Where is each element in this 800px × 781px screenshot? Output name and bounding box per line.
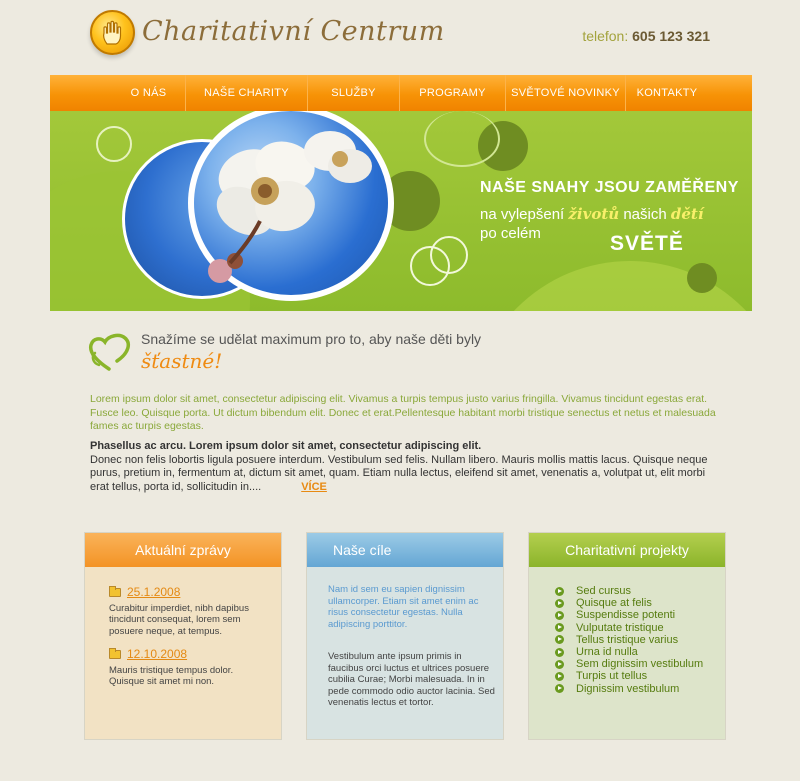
nav-item-sluzby[interactable]: SLUŽBY <box>308 75 400 111</box>
goals-paragraph-2: Vestibulum ante ipsum primis in faucibus orci luctus et ultrices posuere cubilia Curae; Morbi malesuada. In in pede commodo odio auctor lacinia. Sed venenatis lectus et tortor. <box>328 651 495 708</box>
arrow-bullet-icon <box>555 684 564 693</box>
project-item[interactable]: Urna id nulla <box>555 646 703 658</box>
news-box-title: Aktuální zprávy <box>85 533 281 567</box>
site-logo-text[interactable]: Charitativní Centrum <box>142 16 445 47</box>
goals-box-title: Naše cíle <box>307 533 503 567</box>
arrow-bullet-icon <box>555 648 564 657</box>
hand-logo-icon[interactable] <box>90 10 135 55</box>
project-item[interactable]: Tellus tristique varius <box>555 634 703 646</box>
news-item <box>109 649 269 688</box>
hero-line2: na vylepšení životů našich dětí <box>480 205 704 223</box>
project-item[interactable]: Vulputate tristique <box>555 622 703 634</box>
main-navigation <box>50 75 752 111</box>
hero-line3: po celém <box>480 225 541 242</box>
nav-item-programy[interactable]: PROGRAMY <box>400 75 506 111</box>
news-text: Curabitur imperdiet, nibh dapibus tincidunt consequat, lorem sem posuere neque, at tempus. <box>109 602 249 637</box>
folder-icon <box>109 588 121 597</box>
folder-icon <box>109 650 121 659</box>
arrow-bullet-icon <box>555 660 564 669</box>
arrow-bullet-icon <box>555 599 564 608</box>
project-item[interactable]: Sed cursus <box>555 585 703 597</box>
project-item[interactable]: Sem dignissim vestibulum <box>555 658 703 670</box>
nav-item-svetove-novinky[interactable]: SVĚTOVÉ NOVINKY <box>506 75 626 111</box>
projects-box-title: Charitativní projekty <box>529 533 725 567</box>
hero-line4: SVĚTĚ <box>610 232 684 255</box>
news-date-link[interactable]: 12.10.2008 <box>109 649 269 661</box>
hero-line1: NAŠE SNAHY JSOU ZAMĚŘENY <box>480 179 739 196</box>
intro-heading: Snažíme se udělat maximum pro to, aby naše děti byly <box>141 331 482 347</box>
intro-script-heading: šťastné! <box>141 349 223 373</box>
news-date-link[interactable]: 25.1.2008 <box>109 587 269 599</box>
news-item <box>109 587 269 637</box>
project-item[interactable]: Turpis ut tellus <box>555 670 703 682</box>
goals-box <box>306 532 504 740</box>
project-item[interactable]: Dignissim vestibulum <box>555 683 703 695</box>
arrow-bullet-icon <box>555 587 564 596</box>
arrow-bullet-icon <box>555 672 564 681</box>
news-box <box>84 532 282 740</box>
more-link[interactable]: VÍCE <box>301 480 327 493</box>
phone-label: telefon: <box>582 28 629 44</box>
hero-banner <box>50 111 752 311</box>
heart-icon <box>87 331 133 373</box>
site-header <box>0 0 800 75</box>
hero-text <box>480 179 739 255</box>
arrow-bullet-icon <box>555 623 564 632</box>
intro-body <box>90 440 720 494</box>
goals-paragraph-1: Nam id sem eu sapien dignissim ullamcorper. Etiam sit amet enim ac risus consectetur egestas. Nulla adipiscing porttitor. <box>328 584 479 630</box>
projects-box <box>528 532 726 740</box>
phone-info <box>582 28 710 44</box>
nav-item-o-nas[interactable]: O NÁS <box>112 75 186 111</box>
intro-bold-line: Phasellus ac arcu. Lorem ipsum dolor sit amet, consectetur adipiscing elit. <box>90 440 482 452</box>
blossom-image <box>190 111 390 301</box>
nav-item-kontakty[interactable]: KONTAKTY <box>636 87 698 99</box>
project-item[interactable]: Quisque at felis <box>555 597 703 609</box>
news-text: Mauris tristique tempus dolor. Quisque sit amet mi non. <box>109 664 234 687</box>
intro-green-paragraph: Lorem ipsum dolor sit amet, consectetur adipiscing elit. Vivamus a turpis tempus justo varius fringilla. Vivamus tincidunt egestas erat. Fusce leo. Quisque porta. Ut dictum bibendum elit. Donec et erat.Pellentesque habitant morbi tristique senectus et netus et malesuada fames ac turpis egestas. <box>90 393 716 432</box>
intro-body-text: Donec non felis lobortis ligula posuere interdum. Vestibulum sed felis. Nullam libero. Mauris mollis mattis lacus. Quisque neque purus, pretium in, fermentum at, dictum sit amet, quam. Etiam nulla lectus, eleifend sit amet, venenatis a, volutpat ut, elit morbi erat tellus, porta id, sollicitudin in.... <box>90 453 708 493</box>
project-item[interactable]: Suspendisse potenti <box>555 609 703 621</box>
arrow-bullet-icon <box>555 611 564 620</box>
phone-number: 605 123 321 <box>632 28 710 44</box>
arrow-bullet-icon <box>555 635 564 644</box>
nav-item-nase-charity[interactable]: NAŠE CHARITY <box>186 75 308 111</box>
projects-list <box>555 585 703 695</box>
hand-icon <box>98 18 128 48</box>
